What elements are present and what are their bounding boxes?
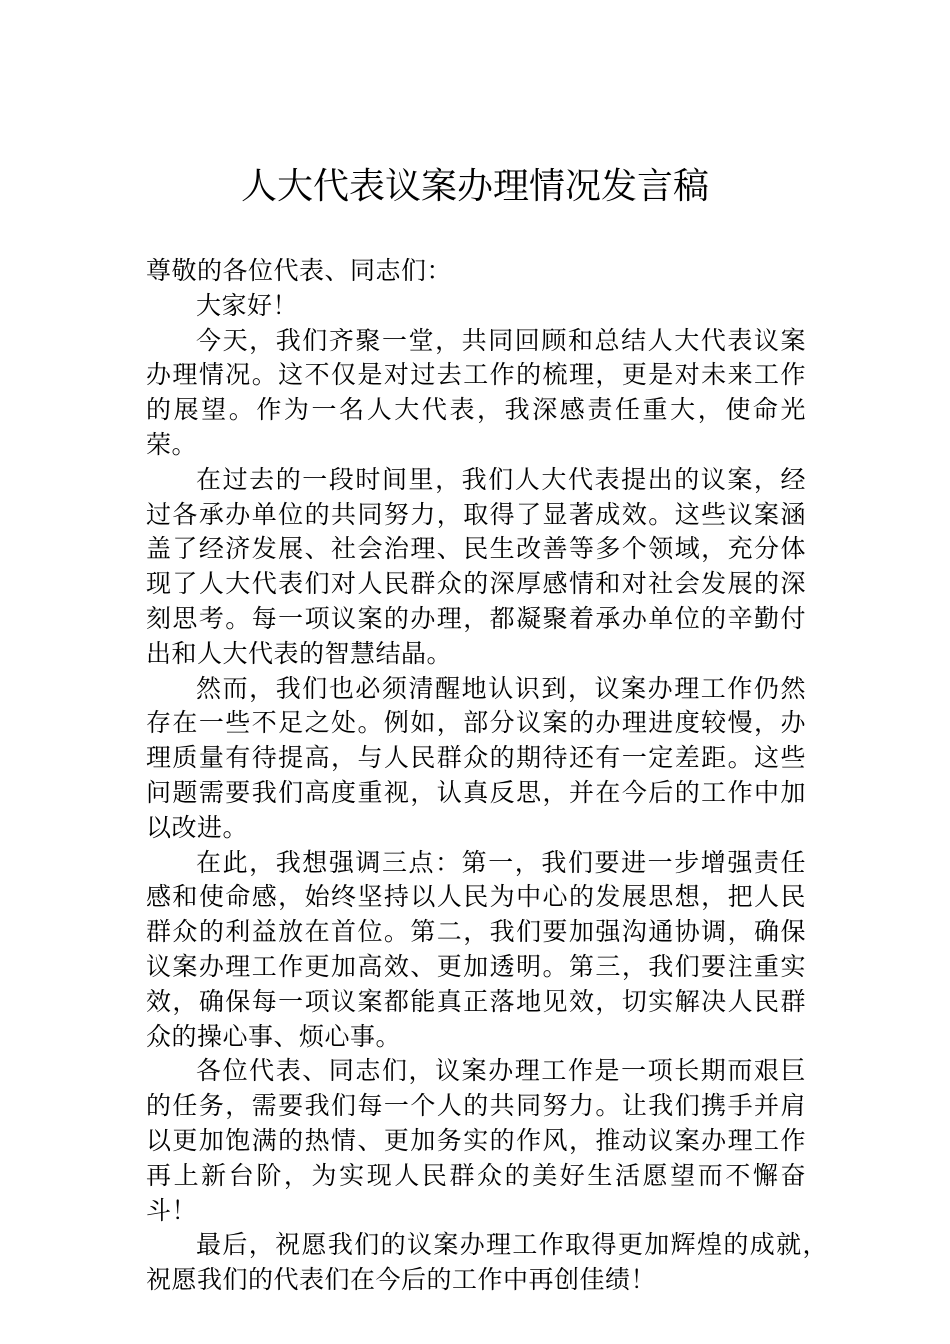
document-title: 人大代表议案办理情况发言稿 <box>240 166 709 207</box>
paragraph-closing: 最后，祝愿我们的议案办理工作取得更加辉煌的成就，祝愿我们的代表们在今后的工作中再创佳绩！ <box>146 1230 828 1295</box>
paragraph-intro: 今天，我们齐聚一堂，共同回顾和总结人大代表议案办理情况。这不仅是对过去工作的梳理，更是对未来工作的展望。作为一名人大代表，我深感责任重大，使命光荣。 <box>146 325 806 459</box>
paragraph-greeting: 大家好！ <box>196 290 299 320</box>
paragraph-call-to-action: 各位代表、同志们，议案办理工作是一项长期而艰巨的任务，需要我们每一个人的共同努力。让我们携手并肩以更加饱满的热情、更加务实的作风，推动议案办理工作再上新台阶，为实现人民群众的美好生活愿望而不懈奋斗！ <box>146 1056 806 1225</box>
salutation: 尊敬的各位代表、同志们： <box>146 256 453 285</box>
paragraph-shortcomings: 然而，我们也必须清醒地认识到，议案办理工作仍然存在一些不足之处。例如，部分议案的办理进度较慢，办理质量有待提高，与人民群众的期待还有一定差距。这些问题需要我们高度重视，认真反思，并在今后的工作中加以改进。 <box>146 673 806 842</box>
document-body <box>146 254 828 1298</box>
paragraph-three-points: 在此，我想强调三点：第一，我们要进一步增强责任感和使命感，始终坚持以人民为中心的发展思想，把人民群众的利益放在首位。第二，我们要加强沟通协调，确保议案办理工作更加高效、更加透明。第三，我们要注重实效，确保每一项议案都能真正落地见效，切实解决人民群众的操心事、烦心事。 <box>146 847 806 1051</box>
paragraph-achievements: 在过去的一段时间里，我们人大代表提出的议案，经过各承办单位的共同努力，取得了显著成效。这些议案涵盖了经济发展、社会治理、民生改善等多个领域，充分体现了人大代表们对人民群众的深厚感情和对社会发展的深刻思考。每一项议案的办理，都凝聚着承办单位的辛勤付出和人大代表的智慧结晶。 <box>146 464 806 668</box>
